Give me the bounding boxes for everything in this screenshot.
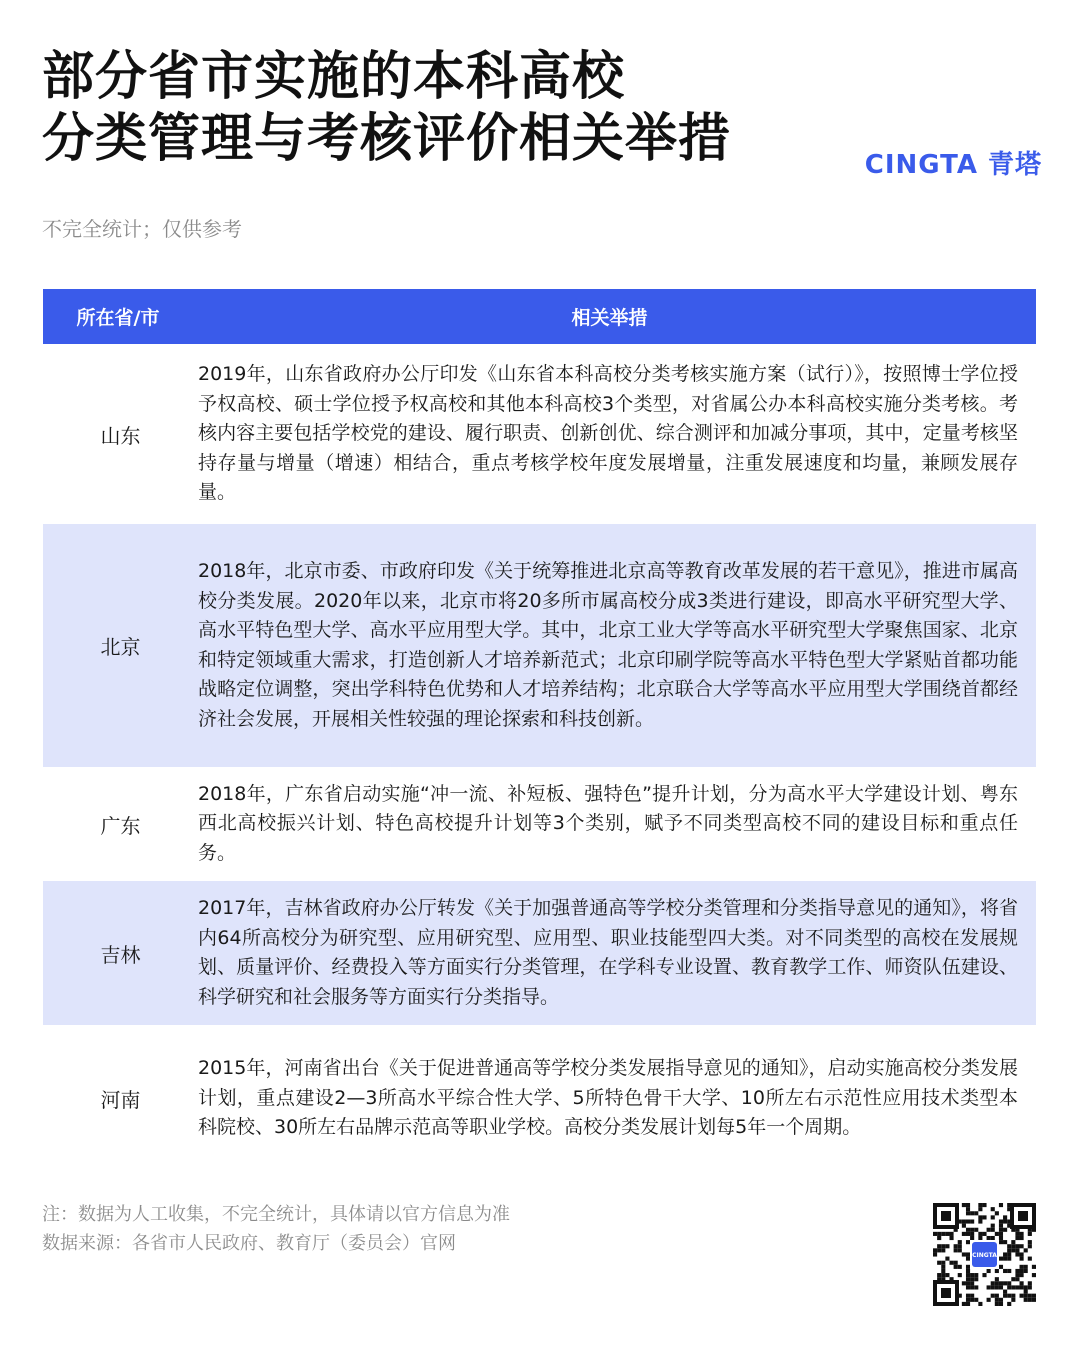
subtitle: 不完全统计；仅供参考 <box>42 217 242 241</box>
title-line-1: 部分省市实施的本科高校 <box>42 47 626 107</box>
qr-center-label: CINGTA <box>972 1252 997 1259</box>
table-row <box>43 881 1036 1025</box>
brand-cn: 青塔 <box>987 150 1042 180</box>
table-header <box>43 289 1036 344</box>
page-title <box>42 46 731 170</box>
footer-source: 数据来源：各省市人民政府、教育厅（委员会）官网 <box>42 1233 456 1254</box>
qr-code-icon <box>933 1203 1036 1306</box>
header-province: 所在省/市 <box>76 307 160 329</box>
row-measure: 2015年，河南省出台《关于促进普通高等学校分类发展指导意见的通知》，启动实施高校分类发展计划，重点建设2—3所高水平综合性大学、5所特色骨干大学、10所左右示范性应用技术类型本科院校、30所左右品牌示范高等职业学校。高校分类发展计划每5年一个周期。 <box>198 1057 1018 1139</box>
header-measure: 相关举措 <box>571 307 648 329</box>
table-row <box>43 524 1036 767</box>
table-row <box>43 767 1036 881</box>
row-measure: 2017年，吉林省政府办公厅转发《关于加强普通高等学校分类管理和分类指导意见的通知》，将省内64所高校分为研究型、应用研究型、应用型、职业技能型四大类。对不同类型的高校在发展规划、质量评价、经费投入等方面实行分类管理，在学科专业设置、教育教学工作、师资队伍建设、科学研究和社会服务等方面实行分类指导。 <box>198 897 1018 1008</box>
brand-logo <box>865 144 1042 181</box>
measures-table <box>43 289 1036 1172</box>
footer-note: 注：数据为人工收集，不完全统计，具体请以官方信息为准 <box>42 1204 510 1225</box>
row-measure: 2018年，广东省启动实施“冲一流、补短板、强特色”提升计划，分为高水平大学建设计划、粤东西北高校振兴计划、特色高校提升计划等3个类别，赋予不同类型高校不同的建设目标和重点任务。 <box>198 782 1018 864</box>
footer-notes <box>42 1200 510 1258</box>
row-measure: 2018年，北京市委、市政府印发《关于统筹推进北京高等教育改革发展的若干意见》，推进市属高校分类发展。2020年以来，北京市将20多所市属高校分成3类进行建设，即高水平研究型大学、高水平特色型大学、高水平应用型大学。其中，北京工业大学等高水平研究型大学聚焦国家、北京和特定领域重大需求，打造创新人才培养新范式；北京印刷学院等高水平特色型大学紧贴首都功能战略定位调整，突出学科特色优势和人才培养结构；北京联合大学等高水平应用型大学围绕首都经济社会发展，开展相关性较强的理论探索和科技创新。 <box>198 560 1018 730</box>
table-row <box>43 1025 1036 1172</box>
row-province: 北京 <box>100 635 141 659</box>
row-province: 吉林 <box>100 942 141 967</box>
title-line-2: 分类管理与考核评价相关举措 <box>42 109 732 169</box>
brand-latin: CINGTA <box>864 150 978 180</box>
row-measure: 2019年，山东省政府办公厅印发《山东省本科高校分类考核实施方案（试行）》，按照博士学位授予权高校、硕士学位授予权高校和其他本科高校3个类型，对省属公办本科高校实施分类考核。考核内容主要包括学校党的建设、履行职责、创新创优、综合测评和加减分事项，其中，定量考核坚持存量与增量（增速）相结合，重点考核学校年度发展增量，注重发展速度和均量，兼顾发展存量。 <box>198 363 1018 504</box>
row-province: 河南 <box>100 1088 141 1112</box>
row-province: 山东 <box>100 423 141 448</box>
table-row <box>43 344 1036 524</box>
row-province: 广东 <box>100 813 141 838</box>
